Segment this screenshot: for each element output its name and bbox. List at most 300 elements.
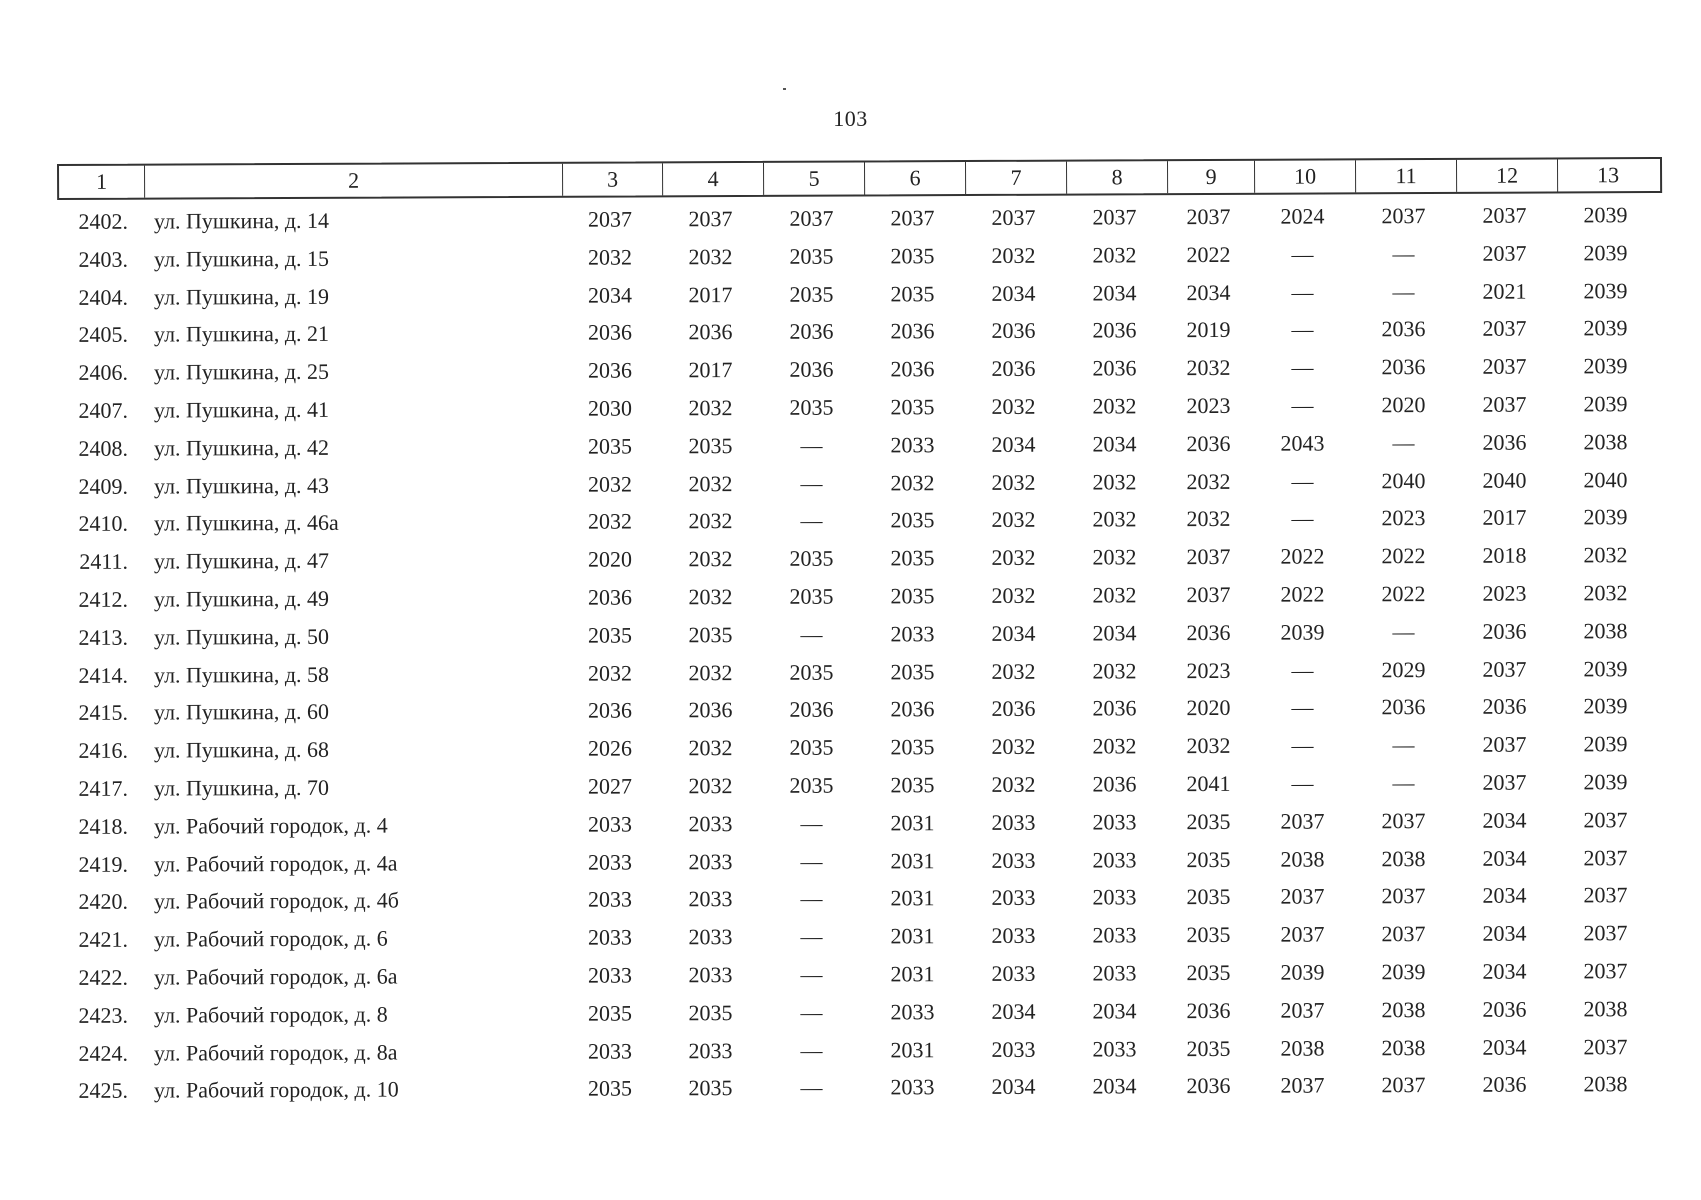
year-cell: 2036 — [1381, 354, 1426, 380]
year-cell: 2037 — [789, 205, 834, 231]
year-cell: 2032 — [1583, 542, 1628, 568]
year-cell: 2035 — [688, 1075, 733, 1101]
year-cell: 2039 — [1583, 202, 1628, 228]
year-cell: 2036 — [1186, 1073, 1231, 1099]
row-number: 2417. — [78, 775, 129, 801]
year-cell: 2035 — [1186, 808, 1231, 834]
address-cell: ул. Пушкина, д. 43 — [153, 472, 330, 499]
year-cell: 2035 — [587, 622, 633, 648]
row-number: 2421. — [78, 926, 129, 952]
table-header-row — [57, 157, 1662, 200]
year-cell: 2031 — [890, 847, 935, 873]
year-cell: 2037 — [1186, 543, 1231, 570]
year-cell: 2036 — [1186, 619, 1231, 645]
year-cell: 2032 — [688, 659, 733, 685]
year-cell: 2038 — [1381, 845, 1426, 871]
table-body — [57, 203, 1662, 1110]
year-cell: 2036 — [587, 584, 633, 610]
year-cell: — — [1291, 505, 1314, 531]
year-cell: 2033 — [688, 1037, 733, 1063]
table-row — [57, 574, 1662, 619]
year-cell: 2034 — [1092, 1073, 1137, 1099]
row-number: 2415. — [78, 699, 129, 726]
year-cell: 2024 — [1280, 203, 1325, 229]
column-header: 7 — [965, 162, 1066, 194]
year-cell: — — [1392, 429, 1415, 455]
year-cell: 2033 — [587, 924, 633, 950]
year-cell: 2034 — [991, 998, 1036, 1024]
address-cell: ул. Рабочий городок, д. 6а — [153, 963, 398, 990]
year-cell: 2030 — [587, 395, 633, 421]
year-cell: 2033 — [991, 1036, 1036, 1062]
year-cell: — — [800, 1037, 823, 1063]
year-cell: 2037 — [1482, 769, 1527, 795]
year-cell: 2035 — [1186, 846, 1231, 872]
year-cell: 2033 — [688, 924, 733, 950]
address-cell: ул. Пушкина, д. 58 — [153, 661, 330, 688]
address-cell: ул. Пушкина, д. 42 — [153, 434, 330, 461]
address-cell: ул. Рабочий городок, д. 4 — [153, 812, 388, 839]
address-cell: ул. Пушкина, д. 70 — [153, 774, 330, 801]
year-cell: 2023 — [1186, 392, 1231, 418]
year-cell: — — [800, 923, 823, 949]
year-cell: — — [800, 999, 823, 1025]
year-cell: 2031 — [890, 809, 935, 836]
column-header: 6 — [864, 162, 965, 194]
year-cell: — — [1392, 240, 1415, 266]
year-cell: 2037 — [1186, 581, 1231, 607]
table-row — [57, 423, 1662, 468]
year-cell: — — [1291, 279, 1314, 305]
year-cell: 2034 — [991, 620, 1036, 646]
year-cell: 2034 — [587, 281, 633, 308]
year-cell: 2032 — [688, 508, 733, 534]
table-row — [57, 763, 1662, 808]
year-cell: — — [800, 885, 823, 911]
year-cell: 2039 — [1583, 391, 1628, 417]
year-cell: 2032 — [1092, 733, 1137, 759]
year-cell: 2021 — [1482, 278, 1527, 304]
year-cell: 2036 — [1381, 694, 1426, 720]
year-cell: 2032 — [1583, 580, 1628, 606]
year-cell: 2037 — [1583, 1033, 1628, 1059]
year-cell: 2037 — [1381, 883, 1426, 909]
year-cell: 2023 — [1381, 505, 1426, 531]
year-cell: 2036 — [890, 696, 935, 722]
year-cell: 2032 — [1186, 506, 1231, 532]
data-table — [57, 164, 1662, 1110]
row-number: 2410. — [78, 510, 129, 537]
year-cell: 2033 — [890, 620, 935, 647]
year-cell: 2033 — [1092, 846, 1137, 872]
year-cell: 2037 — [1583, 882, 1628, 908]
year-cell: 2032 — [991, 771, 1036, 797]
year-cell: 2033 — [688, 848, 733, 874]
year-cell: 2037 — [1482, 240, 1527, 266]
year-cell: 2039 — [1583, 277, 1628, 303]
year-cell: 2032 — [890, 469, 935, 495]
year-cell: 2017 — [1482, 504, 1527, 531]
address-cell: ул. Пушкина, д. 41 — [153, 396, 330, 423]
row-number: 2411. — [79, 548, 129, 574]
year-cell: 2037 — [1583, 957, 1628, 984]
year-cell: 2017 — [688, 281, 733, 307]
row-number: 2408. — [78, 435, 129, 461]
year-cell: 2027 — [587, 773, 633, 799]
year-cell: 2035 — [890, 583, 935, 609]
year-cell: 2032 — [1092, 468, 1137, 494]
year-cell: 2040 — [1381, 467, 1426, 493]
column-header: 12 — [1456, 159, 1557, 191]
row-number: 2420. — [78, 888, 129, 915]
year-cell: 2035 — [789, 394, 834, 420]
year-cell: — — [800, 470, 823, 496]
column-header: 2 — [144, 164, 562, 198]
year-cell: 2032 — [991, 393, 1036, 419]
year-cell: 2034 — [1482, 1034, 1527, 1060]
year-cell: 2033 — [890, 1074, 935, 1100]
year-cell: 2035 — [789, 243, 834, 269]
year-cell: 2037 — [1482, 353, 1527, 379]
year-cell: 2039 — [1583, 504, 1628, 530]
column-header: 10 — [1254, 160, 1355, 192]
year-cell: 2037 — [1186, 203, 1231, 229]
year-cell: — — [1291, 770, 1314, 796]
year-cell: 2020 — [1381, 391, 1426, 418]
year-cell: 2035 — [1186, 1035, 1231, 1061]
year-cell: 2032 — [688, 772, 733, 799]
year-cell: 2033 — [991, 809, 1036, 835]
year-cell: 2032 — [991, 658, 1036, 684]
year-cell: 2033 — [587, 886, 633, 912]
year-cell: 2035 — [587, 1000, 633, 1026]
year-cell: 2019 — [1186, 317, 1231, 343]
year-cell: 2034 — [991, 280, 1036, 306]
row-number: 2405. — [78, 321, 129, 348]
year-cell: 2037 — [1280, 921, 1325, 947]
year-cell: 2036 — [890, 356, 935, 382]
year-cell: 2032 — [688, 735, 733, 761]
year-cell: 2035 — [789, 281, 834, 307]
year-cell: — — [1291, 316, 1314, 342]
year-cell: 2034 — [1482, 807, 1527, 833]
address-cell: ул. Пушкина, д. 21 — [153, 321, 330, 347]
page-number: 103 — [833, 106, 868, 131]
year-cell: 2035 — [890, 545, 935, 571]
year-cell: 2020 — [587, 546, 633, 572]
year-cell: 2035 — [789, 659, 834, 685]
column-header: 9 — [1167, 161, 1254, 193]
year-cell: 2037 — [1092, 204, 1137, 230]
year-cell: 2032 — [991, 242, 1036, 268]
year-cell: — — [1291, 656, 1314, 683]
year-cell: 2037 — [1381, 1072, 1426, 1098]
year-cell: 2022 — [1381, 543, 1426, 569]
year-cell: 2029 — [1381, 656, 1426, 682]
year-cell: 2037 — [1280, 997, 1325, 1023]
year-cell: 2039 — [1583, 315, 1628, 341]
year-cell: 2032 — [1186, 468, 1231, 494]
year-cell: 2036 — [1482, 429, 1527, 455]
year-cell: 2034 — [991, 431, 1036, 457]
year-cell: 2038 — [1381, 996, 1426, 1022]
year-cell: 2022 — [1381, 580, 1426, 607]
year-cell: 2034 — [1482, 882, 1527, 909]
year-cell: — — [1291, 354, 1314, 380]
year-cell: 2037 — [1482, 656, 1527, 682]
year-cell: 2036 — [1186, 430, 1231, 456]
year-cell: 2036 — [1381, 316, 1426, 342]
year-cell: 2022 — [1280, 543, 1325, 569]
column-header: 3 — [562, 163, 662, 195]
year-cell: 2035 — [688, 999, 733, 1025]
table-row — [57, 952, 1662, 997]
year-cell: 2032 — [688, 470, 733, 496]
year-cell: 2032 — [1092, 393, 1137, 419]
row-number: 2414. — [78, 662, 129, 688]
year-cell: 2031 — [890, 960, 935, 987]
year-cell: 2036 — [789, 356, 834, 382]
year-cell: 2035 — [1186, 959, 1231, 985]
year-cell: 2033 — [991, 847, 1036, 873]
year-cell: 2017 — [688, 357, 733, 383]
year-cell: 2039 — [1583, 239, 1628, 266]
year-cell: — — [1291, 392, 1314, 418]
year-cell: 2035 — [1186, 884, 1231, 910]
address-cell: ул. Пушкина, д. 49 — [153, 585, 330, 612]
row-number: 2404. — [78, 284, 129, 310]
row-number: 2412. — [78, 586, 129, 612]
row-number: 2425. — [78, 1077, 129, 1104]
year-cell: 2022 — [1186, 241, 1231, 267]
year-cell: 2035 — [587, 433, 633, 459]
address-cell: ул. Пушкина, д. 47 — [153, 547, 330, 574]
year-cell: 2035 — [890, 772, 935, 798]
year-cell: 2037 — [1381, 807, 1426, 833]
year-cell: 2039 — [1583, 693, 1628, 719]
table-row — [57, 234, 1662, 279]
year-cell: 2032 — [991, 582, 1036, 608]
year-cell: 2036 — [1482, 618, 1527, 644]
year-cell: 2038 — [1280, 845, 1325, 872]
year-cell: 2033 — [587, 811, 633, 837]
year-cell: 2036 — [789, 318, 834, 345]
year-cell: 2023 — [1482, 580, 1527, 606]
table-row — [57, 612, 1662, 657]
year-cell: 2033 — [688, 810, 733, 836]
row-number: 2422. — [78, 964, 129, 990]
year-cell: 2037 — [1482, 391, 1527, 417]
year-cell: 2038 — [1280, 1034, 1325, 1061]
year-cell: — — [800, 848, 823, 874]
year-cell: 2037 — [1482, 731, 1527, 757]
year-cell: 2036 — [587, 357, 633, 383]
year-cell: 2032 — [991, 544, 1036, 570]
year-cell: 2036 — [1186, 997, 1231, 1023]
year-cell: 2033 — [890, 431, 935, 458]
year-cell: 2032 — [587, 244, 633, 270]
year-cell: 2033 — [1092, 1035, 1137, 1061]
year-cell: 2032 — [587, 659, 633, 686]
address-cell: ул. Рабочий городок, д. 4б — [153, 887, 399, 914]
year-cell: 2035 — [587, 1075, 633, 1101]
year-cell: 2041 — [1186, 770, 1231, 796]
year-cell: 2026 — [587, 735, 633, 761]
year-cell: 2033 — [587, 962, 633, 988]
year-cell: 2035 — [688, 432, 733, 458]
year-cell: 2031 — [890, 923, 935, 949]
year-cell: 2032 — [1092, 544, 1137, 570]
year-cell: — — [800, 1074, 823, 1100]
year-cell: 2036 — [688, 697, 733, 723]
year-cell: — — [800, 432, 823, 458]
year-cell: 2033 — [890, 998, 935, 1024]
year-cell: 2033 — [688, 961, 733, 988]
year-cell: 2035 — [890, 394, 935, 420]
row-number: 2409. — [78, 473, 129, 499]
year-cell: 2032 — [1186, 354, 1231, 381]
row-number: 2406. — [78, 359, 129, 385]
row-number: 2423. — [78, 1002, 129, 1028]
year-cell: 2034 — [1092, 430, 1137, 457]
row-number: 2403. — [78, 246, 129, 272]
year-cell: 2036 — [1482, 693, 1527, 720]
year-cell: 2036 — [1482, 1071, 1527, 1097]
year-cell: 2032 — [1186, 732, 1231, 759]
year-cell: 2037 — [1583, 844, 1628, 870]
year-cell: 2032 — [1092, 506, 1137, 532]
year-cell: — — [1392, 732, 1415, 758]
year-cell: 2036 — [789, 696, 834, 723]
year-cell: 2037 — [1381, 202, 1426, 229]
year-cell: 2037 — [1583, 920, 1628, 946]
address-cell: ул. Пушкина, д. 15 — [153, 245, 330, 272]
year-cell: 2040 — [1583, 466, 1628, 492]
year-cell: 2032 — [688, 243, 733, 269]
column-header: 8 — [1066, 161, 1167, 193]
address-cell: ул. Рабочий городок, д. 4а — [153, 849, 398, 877]
year-cell: 2032 — [1092, 582, 1137, 608]
year-cell: — — [800, 810, 823, 836]
year-cell: 2036 — [1092, 317, 1137, 343]
year-cell: 2035 — [890, 280, 935, 306]
year-cell: 2018 — [1482, 542, 1527, 568]
year-cell: 2037 — [1280, 883, 1325, 909]
year-cell: 2033 — [587, 1037, 633, 1064]
year-cell: 2033 — [991, 960, 1036, 986]
year-cell: 2037 — [991, 204, 1036, 230]
year-cell: 2038 — [1583, 428, 1628, 455]
year-cell: 2036 — [890, 318, 935, 344]
row-number: 2402. — [78, 208, 129, 234]
year-cell: 2037 — [890, 205, 935, 231]
year-cell: 2038 — [1583, 995, 1628, 1021]
year-cell: 2039 — [1583, 655, 1628, 681]
year-cell: 2036 — [1092, 355, 1137, 381]
address-cell: ул. Пушкина, д. 50 — [153, 623, 330, 650]
year-cell: 2037 — [1482, 315, 1527, 342]
row-number: 2407. — [78, 397, 129, 423]
year-cell: — — [1392, 769, 1415, 796]
year-cell: 2035 — [789, 545, 834, 571]
year-cell: 2036 — [587, 697, 633, 723]
year-cell: 2033 — [1092, 808, 1137, 835]
year-cell: 2040 — [1482, 467, 1527, 493]
row-number: 2419. — [78, 851, 129, 877]
year-cell: 2033 — [991, 922, 1036, 948]
year-cell: 2032 — [688, 546, 733, 572]
year-cell: 2034 — [1482, 845, 1527, 871]
table-row — [57, 1065, 1662, 1110]
year-cell: 2037 — [1482, 202, 1527, 228]
year-cell: — — [1392, 278, 1415, 304]
year-cell: 2037 — [1381, 921, 1426, 947]
year-cell: 2032 — [991, 506, 1036, 533]
row-number: 2416. — [78, 737, 129, 763]
year-cell: — — [800, 507, 823, 534]
year-cell: 2036 — [688, 319, 733, 345]
year-cell: — — [1291, 732, 1314, 758]
year-cell: 2033 — [1092, 960, 1137, 986]
year-cell: 2035 — [890, 658, 935, 684]
year-cell: 2043 — [1280, 430, 1325, 456]
year-cell: 2035 — [890, 734, 935, 760]
year-cell: 2031 — [890, 885, 935, 911]
address-cell: ул. Пушкина, д. 25 — [153, 358, 330, 385]
year-cell: 2033 — [688, 886, 733, 912]
year-cell: 2035 — [890, 242, 935, 269]
row-number: 2413. — [78, 624, 129, 650]
year-cell: 2039 — [1583, 731, 1628, 757]
year-cell: 2037 — [1280, 1072, 1325, 1098]
year-cell: — — [1392, 618, 1415, 644]
year-cell: 2038 — [1583, 1071, 1628, 1097]
column-header: 13 — [1557, 159, 1658, 191]
year-cell: 2035 — [789, 734, 834, 760]
address-cell: ул. Пушкина, д. 14 — [153, 207, 330, 234]
address-cell: ул. Пушкина, д. 60 — [153, 699, 330, 725]
year-cell: 2035 — [789, 583, 834, 609]
year-cell: 2036 — [991, 355, 1036, 382]
year-cell: 2037 — [688, 205, 733, 232]
year-cell: — — [1291, 241, 1314, 267]
year-cell: 2036 — [1482, 996, 1527, 1022]
year-cell: 2034 — [1092, 279, 1137, 305]
column-header: 1 — [96, 168, 108, 194]
year-cell: 2034 — [1092, 997, 1137, 1024]
year-cell: 2034 — [1482, 958, 1527, 984]
year-cell: 2033 — [1092, 884, 1137, 910]
row-number: 2418. — [78, 813, 129, 839]
year-cell: 2023 — [1186, 657, 1231, 683]
year-cell: 2034 — [1482, 920, 1527, 946]
year-cell: 2032 — [991, 469, 1036, 495]
year-cell: 2037 — [1280, 808, 1325, 834]
year-cell: 2039 — [1583, 353, 1628, 379]
address-cell: ул. Рабочий городок, д. 8 — [153, 1001, 388, 1028]
year-cell: 2038 — [1381, 1034, 1426, 1060]
year-cell: — — [1291, 694, 1314, 720]
year-cell: 2036 — [587, 319, 633, 345]
column-header: 11 — [1355, 160, 1456, 192]
year-cell: 2036 — [991, 318, 1036, 344]
year-cell: 2032 — [688, 583, 733, 610]
address-cell: ул. Пушкина, д. 19 — [153, 283, 330, 310]
address-cell: ул. Рабочий городок, д. 6 — [153, 925, 388, 952]
column-header: 4 — [662, 163, 763, 195]
year-cell: 2035 — [1186, 921, 1231, 948]
year-cell: 2032 — [587, 508, 633, 534]
